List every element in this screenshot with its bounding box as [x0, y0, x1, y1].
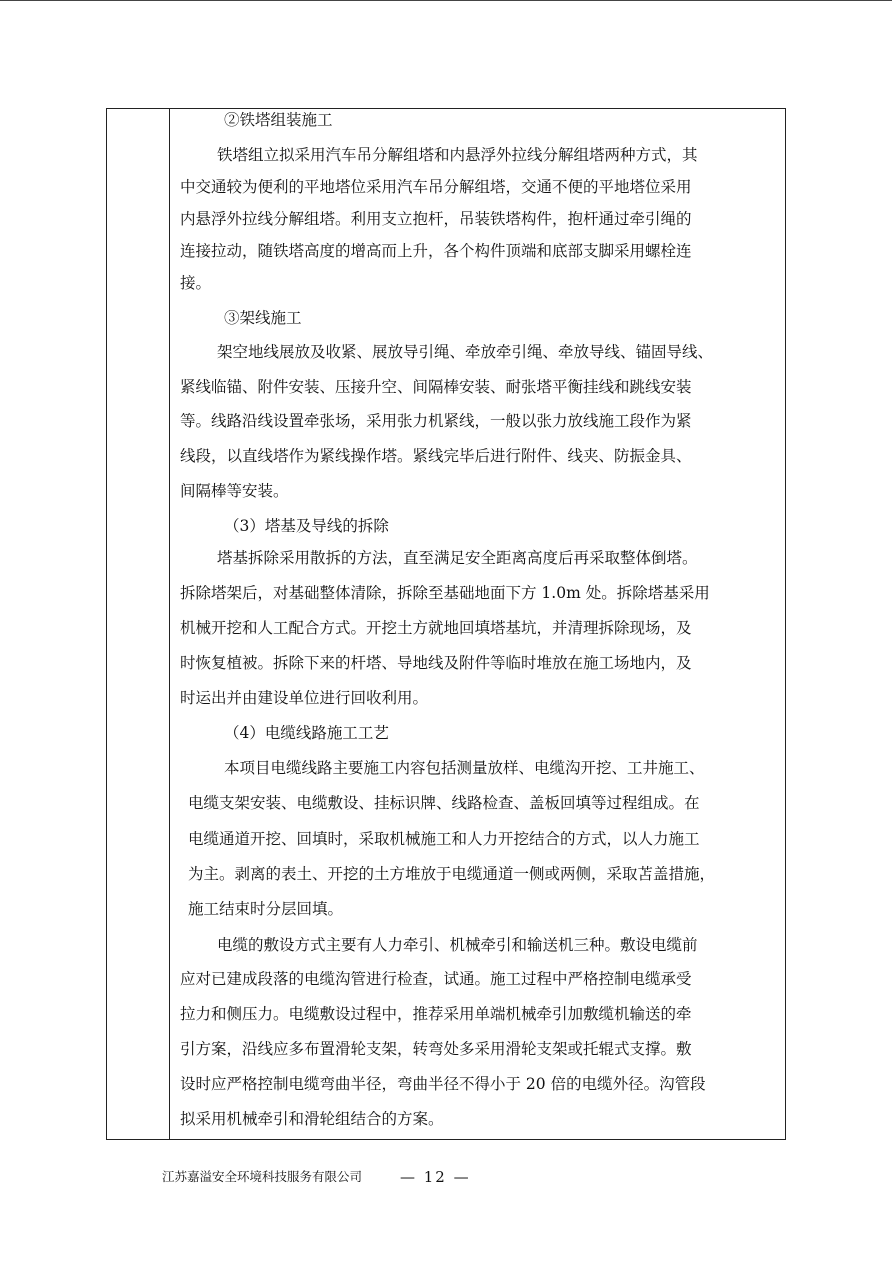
paragraph-line: 引方案，沿线应多布置滑轮支架，转弯处多采用滑轮支架或托辊式支撑。敷: [180, 1040, 692, 1058]
paragraph-line: 为主。剥离的表土、开挖的土方堆放于电缆通道一侧或两侧，采取苫盖措施，: [188, 865, 716, 883]
section-heading-cable: （4）电缆线路施工工艺: [224, 724, 389, 742]
paragraph-line: 时恢复植被。拆除下来的杆塔、导地线及附件等临时堆放在施工场地内，及: [180, 654, 692, 672]
paragraph-line: 设时应严格控制电缆弯曲半径，弯曲半径不得小于 20 倍的电缆外径。沟管段: [180, 1075, 706, 1093]
paragraph-line: 线段，以直线塔作为紧线操作塔。紧线完毕后进行附件、线夹、防振金具、: [180, 447, 692, 465]
section-heading-tower-assembly: ②铁塔组装施工: [224, 111, 333, 129]
paragraph-line: 铁塔组立拟采用汽车吊分解组塔和内悬浮外拉线分解组塔两种方式，其: [217, 146, 698, 164]
paragraph-line: 等。线路沿线设置牵张场，采用张力机紧线，一般以张力放线施工段作为紧: [180, 412, 692, 430]
paragraph-line: 电缆支架安装、电缆敷设、挂标识牌、线路检查、盖板回填等过程组成。在: [188, 794, 700, 812]
paragraph-line: 施工结束时分层回填。: [188, 900, 344, 918]
top-border-line: [0, 0, 892, 1]
paragraph-line: 拆除塔架后，对基础整体清除，拆除至基础地面下方 1.0m 处。拆除塔基采用: [180, 584, 710, 602]
table-column-divider: [169, 109, 170, 1139]
paragraph-line: 时运出并由建设单位进行回收利用。: [180, 689, 429, 707]
paragraph-line: 本项目电缆线路主要施工内容包括测量放样、电缆沟开挖、工井施工、: [224, 759, 705, 777]
page-footer: [0, 1166, 892, 1190]
paragraph-line: 电缆的敷设方式主要有人力牵引、机械牵引和输送机三种。敷设电缆前: [217, 936, 698, 954]
paragraph-line: 接。: [180, 274, 212, 292]
paragraph-line: 紧线临锚、附件安装、压接升空、间隔棒安装、耐张塔平衡挂线和跳线安装: [180, 378, 692, 396]
paragraph-line: 应对已建成段落的电缆沟管进行检查，试通。施工过程中严格控制电缆承受: [180, 970, 692, 988]
paragraph-line: 机械开挖和人工配合方式。开挖土方就地回填塔基坑，并清理拆除现场，及: [180, 619, 692, 637]
paragraph-line: 电缆通道开挖、回填时，采取机械施工和人力开挖结合的方式，以人力施工: [188, 830, 700, 848]
paragraph-line: 拟采用机械牵引和滑轮组结合的方案。: [180, 1110, 444, 1128]
footer-company-name: 江苏嘉溢安全环境科技服务有限公司: [162, 1169, 363, 1184]
page-number: — 12 —: [400, 1168, 471, 1186]
section-heading-stringing: ③架线施工: [224, 309, 302, 327]
section-heading-dismantle: （3）塔基及导线的拆除: [224, 517, 389, 535]
paragraph-line: 间隔棒等安装。: [180, 482, 289, 500]
paragraph-line: 塔基拆除采用散拆的方法，直至满足安全距离高度后再采取整体倒塔。: [217, 549, 698, 567]
content-table: [106, 108, 786, 1140]
paragraph-line: 连接拉动，随铁塔高度的增高而上升，各个构件顶端和底部支脚采用螺栓连: [180, 242, 692, 260]
paragraph-line: 内悬浮外拉线分解组塔。利用支立抱杆，吊装铁塔构件，抱杆通过牵引绳的: [180, 210, 692, 228]
paragraph-line: 拉力和侧压力。电缆敷设过程中，推荐采用单端机械牵引加敷缆机输送的牵: [180, 1005, 692, 1023]
paragraph-line: 架空地线展放及收紧、展放导引绳、牵放牵引绳、牵放导线、锚固导线、: [217, 343, 714, 361]
paragraph-line: 中交通较为便利的平地塔位采用汽车吊分解组塔，交通不便的平地塔位采用: [180, 178, 692, 196]
